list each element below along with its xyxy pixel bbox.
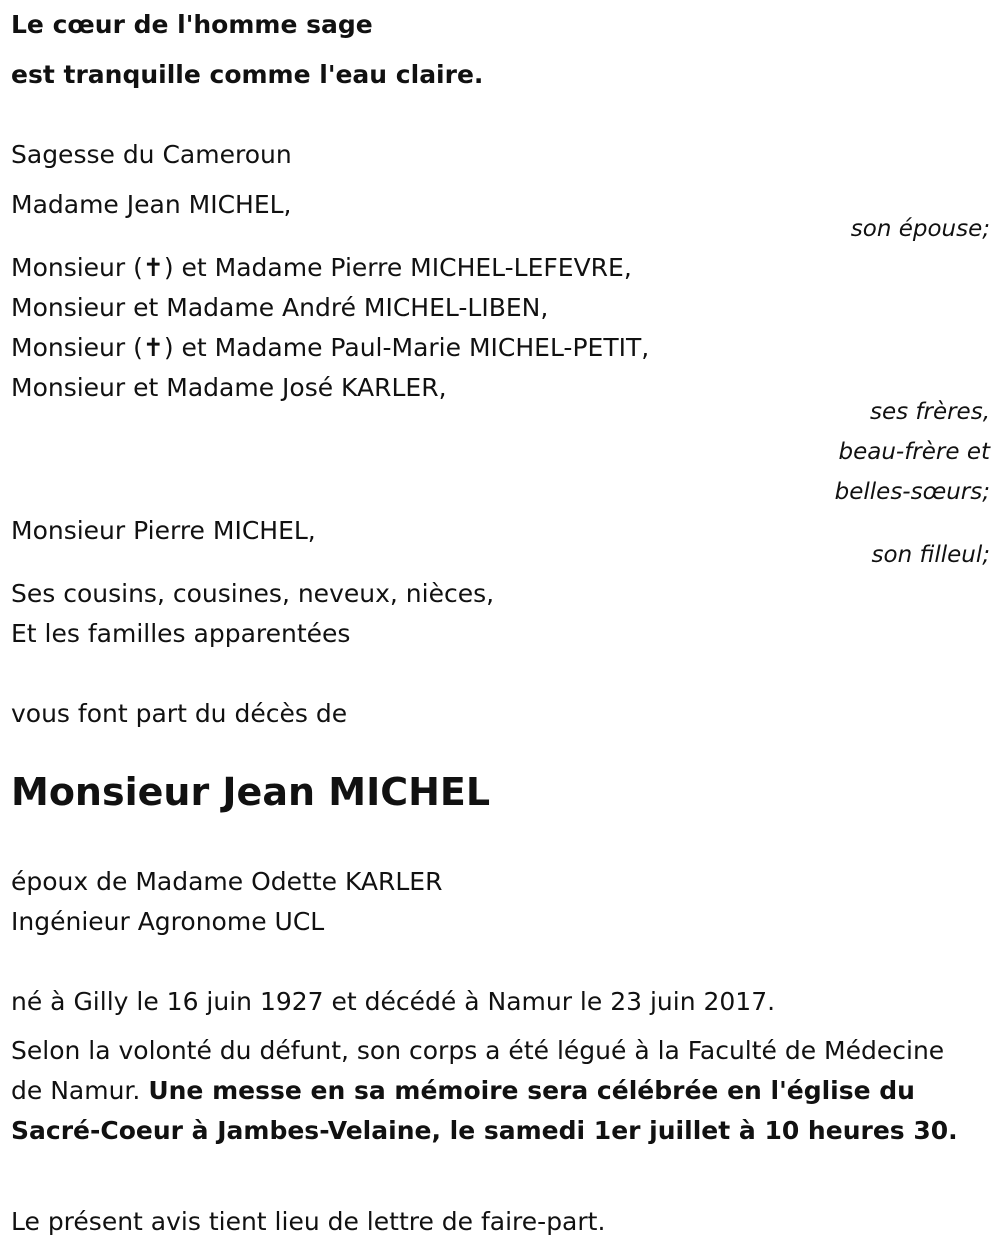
mass-text: Une messe en sa mémoire sera célébrée en l'église du Sacré-Coeur à Jambes-Velaine, le samedi 1er juillet à 10 heures 30. xyxy=(11,1076,958,1145)
spouse-name: Madame Jean MICHEL, xyxy=(11,190,292,219)
deceased-spouse-line: époux de Madame Odette KARLER xyxy=(11,867,443,896)
deceased-profession: Ingénieur Agronome UCL xyxy=(11,907,325,936)
siblings-role-line: beau-frère et xyxy=(838,439,990,465)
sibling-line: Monsieur (✝) et Madame Pierre MICHEL-LEFEVRE, xyxy=(11,253,632,282)
siblings-role-line: ses frères, xyxy=(869,399,990,425)
godson-name: Monsieur Pierre MICHEL, xyxy=(11,516,316,545)
deceased-name: Monsieur Jean MICHEL xyxy=(11,770,491,814)
sibling-line: Monsieur et Madame José KARLER, xyxy=(11,373,447,402)
spouse-role: son épouse; xyxy=(850,216,990,242)
deceased-dates: né à Gilly le 16 juin 1927 et décédé à Namur le 23 juin 2017. xyxy=(11,987,776,1016)
announcement-text: vous font part du décès de xyxy=(11,699,348,728)
godson-role: son filleul; xyxy=(871,542,990,568)
epigraph-line-2: est tranquille comme l'eau claire. xyxy=(11,60,484,89)
closing-text: Le présent avis tient lieu de lettre de faire-part. xyxy=(11,1207,606,1236)
relatives-line: Ses cousins, cousines, neveux, nièces, xyxy=(11,579,495,608)
sibling-line: Monsieur (✝) et Madame Paul-Marie MICHEL-PETIT, xyxy=(11,333,650,362)
relatives-line: Et les familles apparentées xyxy=(11,619,351,648)
siblings-role-line: belles-sœurs; xyxy=(834,479,990,505)
epigraph-line-1: Le cœur de l'homme sage xyxy=(11,10,373,39)
donation-paragraph xyxy=(11,1031,971,1151)
epigraph-source: Sagesse du Cameroun xyxy=(11,140,292,169)
sibling-line: Monsieur et Madame André MICHEL-LIBEN, xyxy=(11,293,549,322)
donation-text: Selon la volonté du défunt, son corps a été légué à la Faculté de Médecine de Namur. xyxy=(11,1036,945,1105)
